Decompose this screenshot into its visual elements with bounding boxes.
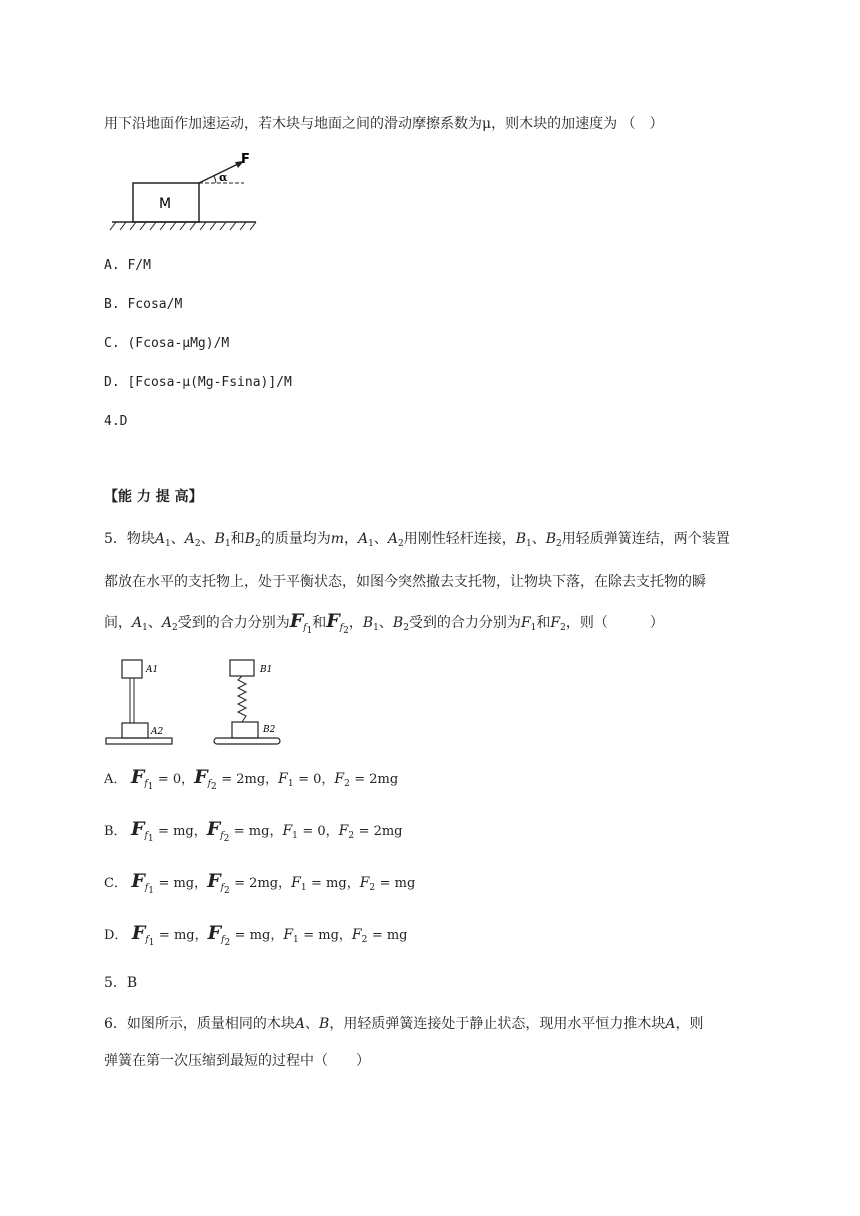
q4-option-a: A. F/M (104, 258, 151, 273)
q4-answer: 4.D (104, 414, 128, 429)
q5-option-b: B． $F_{f_1}$ = mg，$F_{f_2}$ = mg，$F_1 = 0$，$F_2 = 2mg$ (104, 818, 403, 844)
q4-block-figure (104, 150, 274, 232)
label-a2: A2 (151, 727, 164, 737)
q5-option-a: A． $F_{f_1} = 0$，$F_{f_2} = 2mg$，$F_1 = 0$，$F_2 = 2mg$ (104, 766, 399, 792)
q5-option-d: D． $F_{f_1}$ = mg，$F_{f_2}$ = mg，$F_1$ = mg，$F_2$ = mg (104, 922, 408, 948)
q4-option-d: D. [Fcosa-μ(Mg-Fsina)]/M (104, 375, 292, 390)
label-b2: B2 (263, 725, 276, 735)
q5-line3: 间，$A_1$、$A_2$受到的合力分别为$F_{f_1}$和$F_{f_2}$，$B_1$、$B_2$受到的合力分别为$F_1$和$F_2$，则（ ） (104, 610, 664, 636)
force-f-label: F (241, 152, 250, 167)
q4-option-c: C. (Fcosa-μMg)/M (104, 336, 230, 351)
q4-option-b: B. Fcosa/M (104, 297, 183, 312)
angle-alpha-label: α (219, 171, 228, 184)
q5-line1: 5．物块$A_1$、$A_2$、$B_1$和$B_2$的质量均为m，$A_1$、$A_2$用刚性轻杆连接，$B_1$、$B_2$用轻质弹簧连结，两个装置 (104, 531, 730, 549)
q5-line2: 都放在水平的支托物上，处于平衡状态，如图今突然撤去支托物，让物块下落，在除去支托物的瞬 (104, 574, 706, 590)
q6-line2: 弹簧在第一次压缩到最短的过程中（ ） (104, 1053, 370, 1069)
section-title: 【能 力 提 高】 (104, 489, 203, 505)
label-a1: A1 (146, 665, 159, 675)
block-m-label: M (159, 196, 172, 212)
q4-stem: 用下沿地面作加速运动，若木块与地面之间的滑动摩擦系数为μ，则木块的加速度为 （ ） (104, 116, 664, 132)
q5-option-c: C． $F_{f_1}$ = mg，$F_{f_2} = 2mg$，$F_1$ = mg，$F_2$ = mg (104, 870, 416, 896)
q5-figure (102, 656, 292, 748)
q6-line1: 6．如图所示，质量相同的木块A、B，用轻质弹簧连接处于静止状态，现用水平恒力推木块A，则 (104, 1016, 704, 1032)
label-b1: B1 (260, 665, 273, 675)
q5-answer: 5．B (104, 975, 138, 991)
